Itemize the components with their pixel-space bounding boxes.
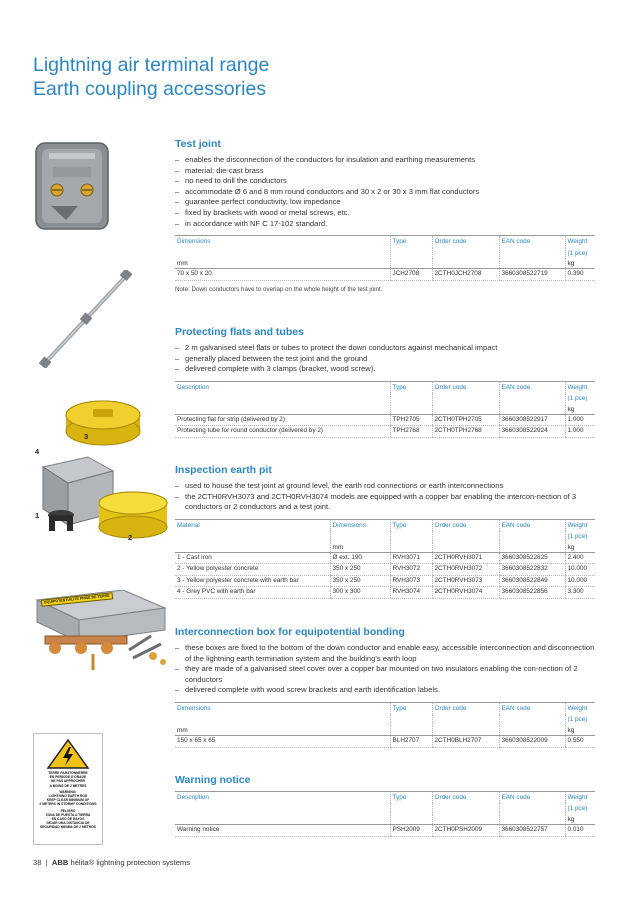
sign-line: EN PERIODE D'ORAGE (49, 775, 87, 780)
col-unit (432, 726, 499, 736)
table-cell: 0.010 (565, 825, 595, 836)
sign-line: PELIGRO (60, 808, 76, 813)
col-header: EAN code (499, 792, 565, 804)
col-header: Order code (432, 381, 499, 393)
section-title: Test joint (175, 138, 221, 150)
col-unit (390, 543, 432, 553)
col-unit (175, 815, 390, 825)
table-cell: 2CTH0BLH2707 (432, 736, 499, 747)
col-subheader: (1 pce) (565, 248, 595, 259)
col-header: Description (175, 792, 390, 804)
col-unit (390, 815, 432, 825)
col-subheader: (1 pce) (565, 393, 595, 404)
table-note: Note: Down conductors have to overlap on the whole height of the test joint. (175, 285, 383, 293)
bullet-item: – no need to drill the conductors (175, 176, 595, 187)
product-table (175, 519, 595, 599)
table-cell: 2CTH0RVH3072 (432, 564, 499, 575)
bullet-item: – generally placed between the test joint and the ground (175, 354, 595, 365)
col-unit (499, 405, 565, 415)
product-table (175, 235, 595, 281)
table-cell: 1.000 (565, 415, 595, 426)
col-unit: kg (565, 726, 595, 736)
table-cell: RVH3074 (390, 587, 432, 598)
col-header: Order code (432, 519, 499, 531)
bullet-item: – the 2CTH0RVH3073 and 2CTH0RVH3074 models are equipped with a copper bar enabling the intercon-nection of 3 conductors or 2 conductors and a test joint. (175, 492, 595, 513)
col-header: EAN code (499, 381, 565, 393)
pit-label-3: 3 (84, 432, 89, 441)
product-table (175, 702, 595, 748)
bullet-list (175, 643, 595, 696)
table-cell: Ø ext. 190 (330, 553, 390, 564)
col-unit (499, 726, 565, 736)
col-unit (175, 543, 330, 553)
table-cell: 1.000 (565, 426, 595, 437)
table-cell: 3660308522924 (499, 426, 565, 437)
col-header: Description (175, 381, 390, 393)
table-row (175, 575, 595, 586)
col-header: Dimensions (330, 519, 390, 531)
bullet-list (175, 343, 595, 375)
col-subheader (175, 393, 390, 404)
table-cell: 3660308522757 (499, 825, 565, 836)
bullet-item: – enables the disconnection of the conductors for insulation and earthing measurements (175, 155, 595, 166)
page-footer (33, 858, 190, 867)
bullet-item: – used to house the test joint at ground level, the earth rod connections or earth interconnections (175, 481, 595, 492)
bullet-item: – in accordance with NF C 17-102 standard. (175, 219, 595, 230)
table-cell: 350 x 250 (330, 564, 390, 575)
table-cell: PSH2009 (390, 825, 432, 836)
table-cell: 10.000 (565, 564, 595, 575)
col-unit: mm (330, 543, 390, 553)
table-cell: 3 - Yellow polyester concrete with earth bar (175, 575, 330, 586)
inspection-pits-image (33, 385, 173, 545)
table-cell: 3660308522009 (499, 736, 565, 747)
table-cell: 2CTH0RVH3073 (432, 575, 499, 586)
table-cell: 150 x 65 x 65 (175, 736, 390, 747)
bullet-item: – delivered complete with wood screw brackets and earth identification labels. (175, 685, 595, 696)
col-subheader: (1 pce) (565, 531, 595, 542)
col-subheader (499, 531, 565, 542)
table-cell: Warning notice (175, 825, 390, 836)
footer-separator: | (45, 858, 48, 867)
table-cell: TPH2768 (390, 426, 432, 437)
table-cell: 3.300 (565, 587, 595, 598)
col-unit: kg (565, 259, 595, 269)
col-subheader: (1 pce) (565, 803, 595, 814)
bullet-item: – they are made of a galvanised steel cover over a copper bar mounted on two insulators enabling the con-nection of 2 conductors (175, 664, 595, 685)
brand-name: ABB (51, 858, 69, 867)
col-unit (390, 405, 432, 415)
table-row (175, 426, 595, 437)
eq-label-text: EQUIPOTENTIALITE PRISE DE TERRE (44, 593, 110, 605)
table-cell: 2CTH0RVH3074 (432, 587, 499, 598)
col-header: Dimensions (175, 702, 390, 714)
col-unit (432, 815, 499, 825)
table-row (175, 587, 595, 598)
col-header: EAN code (499, 519, 565, 531)
col-subheader (432, 248, 499, 259)
col-unit (390, 259, 432, 269)
col-header: EAN code (499, 702, 565, 714)
col-subheader (390, 714, 432, 725)
pit-label-2: 2 (128, 533, 133, 542)
col-unit (499, 543, 565, 553)
product-table (175, 381, 595, 438)
table-cell: 2CTH0TPH2705 (432, 415, 499, 426)
col-unit (390, 726, 432, 736)
warning-sign-image (33, 733, 103, 845)
table-cell: 2.400 (565, 553, 595, 564)
sign-line: WARNING: (59, 789, 77, 794)
title-line-1: Lightning air terminal range (33, 54, 270, 76)
bullet-list (175, 155, 595, 229)
table-cell: 3660308522832 (499, 564, 565, 575)
col-subheader (432, 393, 499, 404)
table-cell: 3660308522849 (499, 575, 565, 586)
col-unit (432, 405, 499, 415)
col-header: Type (390, 519, 432, 531)
section-protecting (175, 326, 595, 438)
col-subheader (499, 393, 565, 404)
table-cell: RVH3071 (390, 553, 432, 564)
table-cell: 2CTH0TPH2768 (432, 426, 499, 437)
col-header: Weight (565, 236, 595, 248)
table-cell: 2CTH0JCH2708 (432, 269, 499, 280)
table-row (175, 736, 595, 747)
page-title (33, 53, 269, 101)
col-subheader (432, 531, 499, 542)
section-warning (175, 774, 595, 837)
col-unit: kg (565, 815, 595, 825)
col-unit (499, 815, 565, 825)
col-header: Type (390, 236, 432, 248)
table-row (175, 825, 595, 836)
col-subheader (175, 714, 390, 725)
bullet-item: – material: die-cast brass (175, 166, 595, 177)
bullet-list (175, 481, 595, 513)
table-cell: BLH2707 (390, 736, 432, 747)
table-cell: 0.550 (565, 736, 595, 747)
page-number: 38 (33, 858, 42, 867)
sign-line: NE PAS APPROCHER (51, 779, 85, 784)
table-row (175, 553, 595, 564)
col-subheader (499, 714, 565, 725)
col-header: Order code (432, 236, 499, 248)
col-unit: kg (565, 543, 595, 553)
sign-line: KEEP CLEAR MINIMUM OF (46, 798, 90, 803)
col-header: Type (390, 702, 432, 714)
col-subheader (390, 248, 432, 259)
table-cell: 0.390 (565, 269, 595, 280)
table-cell: 300 x 300 (330, 587, 390, 598)
bullet-item: – these boxes are fixed to the bottom of the down conductor and enable easy, accessible interconnection and disconnection of the lightning earth termination system and the building's earth loop (175, 643, 595, 664)
col-header: Order code (432, 702, 499, 714)
table-cell: 1 - Cast iron (175, 553, 330, 564)
col-subheader (175, 248, 390, 259)
table-cell: RVH3073 (390, 575, 432, 586)
table-cell: TPH2705 (390, 415, 432, 426)
table-row (175, 415, 595, 426)
table-cell: 2CTH0RVH3071 (432, 553, 499, 564)
sign-line: A MOINS DE 2 METRES (49, 783, 87, 788)
col-subheader (499, 803, 565, 814)
sign-line: TERRE PARATONNERRE (48, 771, 88, 775)
col-unit (499, 259, 565, 269)
col-header: Type (390, 792, 432, 804)
section-title: Inspection earth pit (175, 464, 272, 476)
col-subheader (432, 803, 499, 814)
col-subheader (390, 531, 432, 542)
section-interconnection (175, 626, 595, 748)
col-unit (432, 543, 499, 553)
section-title: Protecting flats and tubes (175, 326, 304, 338)
bullet-item: – 2 m galvanised steel flats or tubes to protect the down conductors against mechanical impact (175, 343, 595, 354)
col-subheader (175, 803, 390, 814)
title-line-2: Earth coupling accessories (33, 78, 267, 100)
sign-line: 2 METERS IN STORMY CONDITIONS (39, 802, 97, 807)
col-header: Weight (565, 792, 595, 804)
col-header: Weight (565, 702, 595, 714)
col-header: Type (390, 381, 432, 393)
table-cell: 3660308522856 (499, 587, 565, 598)
table-cell: 3660308522825 (499, 553, 565, 564)
section-title: Interconnection box for equipotential bonding (175, 626, 405, 638)
col-unit (432, 259, 499, 269)
table-cell: 3660308522917 (499, 415, 565, 426)
section-title: Warning notice (175, 774, 251, 786)
col-header: Order code (432, 792, 499, 804)
col-unit: kg (565, 405, 595, 415)
table-cell: 70 x 50 x 20 (175, 269, 390, 280)
section-test-joint (175, 138, 595, 294)
col-header: Material (175, 519, 330, 531)
table-cell: Protecting flat for strip (delivered by 2) (175, 415, 390, 426)
bullet-item: – fixed by brackets with wood or metal screws, etc. (175, 208, 595, 219)
col-subheader (499, 248, 565, 259)
table-cell: RVH3072 (390, 564, 432, 575)
table-cell: 10.000 (565, 575, 595, 586)
table-row (175, 269, 595, 280)
sign-line: ZONA DE PUESTA A TIERRA (45, 812, 91, 817)
table-cell: Protecting tube for round conductor (delivered by 2) (175, 426, 390, 437)
table-cell: 350 x 250 (330, 575, 390, 586)
sign-line: EN CASO DE RAYOS (51, 817, 85, 822)
bullet-item: – accommodate Ø 6 and 8 mm round conductors and 30 x 2 or 30 x 3 mm flat conductors (175, 187, 595, 198)
section-inspection (175, 464, 595, 599)
col-unit (175, 405, 390, 415)
sign-line: DEJAR UNA DISTANCIA DE (46, 821, 90, 826)
table-cell: JCH2708 (390, 269, 432, 280)
table-cell: 3660308522719 (499, 269, 565, 280)
product-table (175, 791, 595, 837)
col-unit: mm (175, 726, 390, 736)
table-row (175, 564, 595, 575)
table-cell: 4 - Grey PVC with earth bar (175, 587, 330, 598)
col-header: EAN code (499, 236, 565, 248)
table-cell: 2 - Yellow polyester concrete (175, 564, 330, 575)
col-subheader (432, 714, 499, 725)
test-joint-image (33, 140, 113, 232)
col-subheader (175, 531, 330, 542)
sign-line: SEGURIDAD MINIMA DE 2 METROS (40, 825, 96, 830)
col-subheader (330, 531, 390, 542)
bullet-item: – guarantee perfect conductivity, low impedance (175, 197, 595, 208)
col-header: Weight (565, 381, 595, 393)
col-subheader (390, 393, 432, 404)
col-subheader: (1 pce) (565, 714, 595, 725)
sign-line: LIGHTNING EARTH ROD (48, 794, 88, 799)
table-cell: 2CTH0PSH2009 (432, 825, 499, 836)
product-line: hélita® lightning protection systems (70, 858, 191, 867)
bullet-item: – delivered complete with 3 clamps (bracket, wood screw). (175, 364, 595, 375)
col-unit: mm (175, 259, 390, 269)
warning-sign-text (34, 770, 102, 831)
pit-label-1: 1 (35, 511, 40, 520)
protecting-flat-image (38, 270, 133, 368)
pit-label-4: 4 (35, 447, 40, 456)
col-header: Weight (565, 519, 595, 531)
col-subheader (390, 803, 432, 814)
col-header: Dimensions (175, 236, 390, 248)
interconnection-box-image (33, 590, 173, 672)
